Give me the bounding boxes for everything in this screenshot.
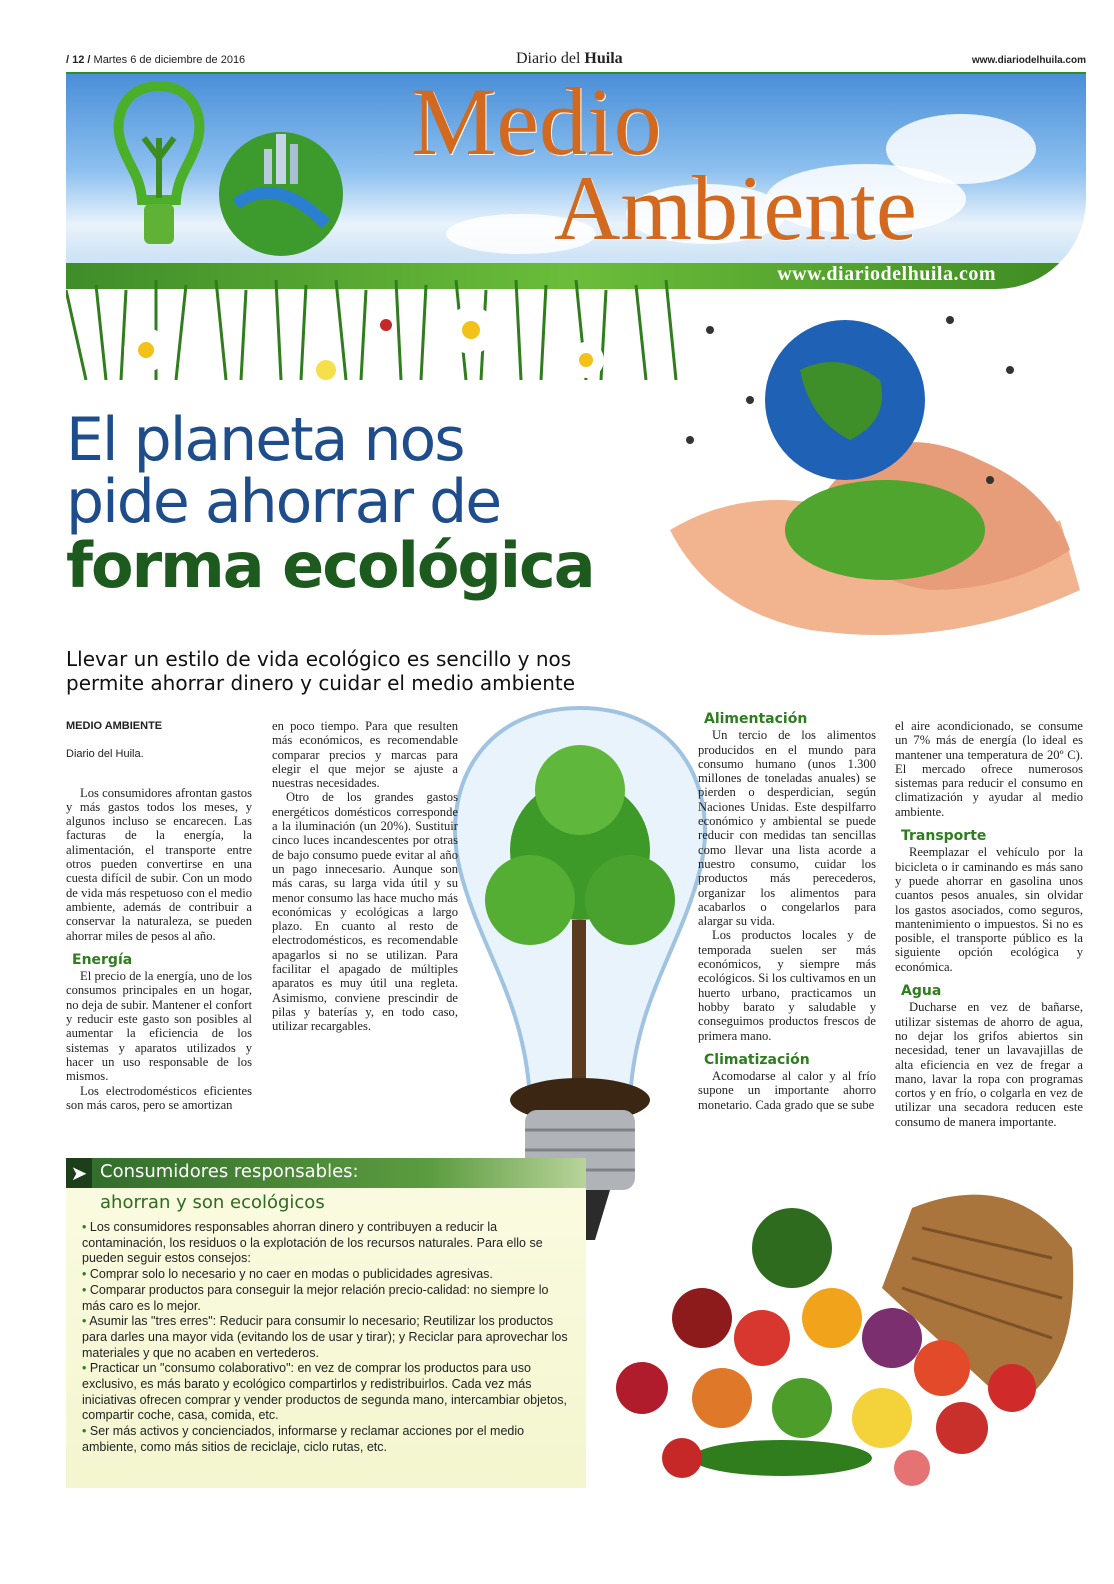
- banner-url[interactable]: www.diariodelhuila.com: [777, 263, 996, 285]
- paragraph: Ducharse en vez de bañarse, utilizar sistemas de ahorro de agua, no dejar los grifos abiertos sin necesidad, tener un lavavajillas de alta eficiencia en vez de fregar a mano, lavar la ropa con programas cortos y en frío, o colgarla en vez de utilizar una secadora reducen este consumo de manera importante.: [895, 1000, 1083, 1129]
- globe-hands-icon: [650, 290, 1090, 650]
- article-column-4: [895, 719, 1083, 1129]
- page-date-line: [66, 54, 245, 66]
- headline-line-2: pide ahorrar de: [66, 466, 501, 537]
- tip-text: Comparar productos para conseguir la mejor relación precio-calidad: no siempre lo más caro es lo mejor.: [82, 1282, 549, 1313]
- vegetable-basket-icon: [582, 1168, 1082, 1508]
- article-byline: Diario del Huila.: [66, 748, 144, 761]
- bullet-icon: •: [82, 1220, 87, 1234]
- sidebar-body: [82, 1220, 570, 1456]
- list-item: [82, 1314, 570, 1361]
- issue-date: Martes 6 de diciembre de 2016: [93, 54, 246, 66]
- sidebar-intro: Los consumidores responsables ahorran dinero y contribuyen a reducir la contaminación, los residuos o la explotación de los recursos naturales. Para ello se pueden seguir estos consejos:: [82, 1220, 543, 1266]
- arrow-icon: ➤: [66, 1158, 92, 1188]
- page-header: [66, 50, 1086, 74]
- paragraph: Un tercio de los alimentos producidos en el mundo para consumo humano (unos 1.300 millones de toneladas anuales) se pierden o desperdician, según Naciones Unidas. Este despilfarro económico y ambiental se puede reducir con medidas tan sencillas como llevar una lista acorde a nuestro consumo, cuidar los productos más perecederos, organizar los alimentos para acabarlos o congelarlos para alargar su vida.: [698, 728, 876, 929]
- section-heading-climatizacion: Climatización: [704, 1051, 810, 1068]
- banner-word-2: Ambiente: [554, 157, 917, 259]
- lightbulb-grass-icon: [104, 78, 214, 258]
- article-column-1: [66, 719, 252, 1112]
- page-number: / 12 /: [66, 54, 91, 66]
- list-item: [82, 1283, 570, 1314]
- paragraph: El precio de la energía, uno de los consumos principales en un hogar, no deja de subir. Mantener el confort y reducir este gasto son posibles al aumentar la eficiencia de los sistemas y aparatos utilizados y hacer un uso responsable de los mismos.: [66, 969, 252, 1084]
- tips-sidebar: [66, 1158, 586, 1488]
- headline-line-1: El planeta nos: [66, 405, 464, 475]
- article-column-2: [272, 719, 458, 1034]
- paragraph: Acomodarse al calor y al frío supone un importante ahorro monetario. Cada grado que se sube: [698, 1069, 876, 1112]
- paragraph: Reemplazar el vehículo por la bicicleta o ir caminando es más sano y puede ahorrar en gasolina unos cuantos pesos anuales, sin olvidar los gastos asociados, como seguros, mantenimiento o impuestos. Si no es posible, el transporte público es la siguiente opción ecológica y económica.: [895, 845, 1083, 974]
- section-banner: [66, 74, 1086, 289]
- masthead: [516, 50, 623, 68]
- headline-line-3: forma ecológica: [66, 528, 594, 602]
- paragraph: Los electrodomésticos eficientes son más caros, pero se amortizan: [66, 1083, 252, 1112]
- list-item: [82, 1267, 570, 1283]
- masthead-b: Huila: [584, 50, 623, 67]
- sidebar-title-2: ahorran y son ecológicos: [100, 1192, 325, 1213]
- section-heading-energia: Energía: [72, 951, 133, 968]
- paragraph: en poco tiempo. Para que resulten más económicos, es recomendable comparar precios y marcas para elegir el que mejor se ajuste a nuestras necesidades.: [272, 719, 458, 791]
- section-heading-alimentacion: Alimentación: [704, 711, 808, 727]
- site-link[interactable]: www.diariodelhuila.com: [971, 55, 1086, 66]
- tip-text: Practicar un "consumo colaborativo": en vez de comprar los productos para uso exclusivo, es más barato y ecológico compartirlos y redistribuirlos. Cada vez más iniciativas ofrecen comprar y vender productos de segunda mano, intercambiar objetos, compartir coche, casa, comida, etc.: [82, 1361, 567, 1423]
- tip-text: Ser más activos y concienciados, informarse y reclamar acciones por el medio ambiente, como más sitios de reciclaje, ciclo rutas, etc.: [82, 1424, 525, 1454]
- bullet-icon: •: [82, 1314, 87, 1329]
- grass-flowers-image: [66, 280, 706, 390]
- sidebar-title-1: Consumidores responsables:: [100, 1161, 359, 1182]
- paragraph: Otro de los grandes gastos energéticos domésticos corresponde a la iluminación (un 20%). Sustituir cinco luces incandescentes por otras de bajo consumo puede evitar al año un pago innecesario. Aunque son más caras, su larga vida útil y su menor consumo las hace mucho más económicas y ecológicas a largo plazo. En cuanto al resto de electrodomésticos, es recomendable apagarlos si no se utilizan. Para facilitar el apagado de múltiples aparatos es muy útil una regleta. Asimismo, conviene prescindir de pilas y baterías y, en todo caso, utilizar recargables.: [272, 790, 458, 1034]
- tip-text: Comprar solo lo necesario y no caer en modas o publicidades agresivas.: [89, 1267, 493, 1282]
- paragraph: Los productos locales y de temporada suelen ser más económicos, y siempre más ecológicos. Si los cultivamos en un huerto urbano, practicamos un hobby barato y saludable y conseguimos productos frescos de primera mano.: [698, 928, 876, 1043]
- earth-city-icon: [206, 114, 356, 264]
- list-item: [82, 1361, 570, 1424]
- bullet-icon: •: [82, 1361, 87, 1376]
- bullet-icon: •: [82, 1282, 87, 1297]
- bullet-icon: •: [82, 1267, 87, 1282]
- paragraph: Los consumidores afrontan gastos y más gastos todos los meses, y algunos incluso se encarecen. Las facturas de la energía, la alimentación, el transporte entre otros pueden convertirse en una cuesta difícil de subir. Con un modo de vida más respetuoso con el medio ambiente, además de contribuir a conservar la naturaleza, se pueden ahorrar miles de pesos al año.: [66, 785, 252, 943]
- section-heading-agua: Agua: [901, 983, 942, 1000]
- list-item: [82, 1220, 570, 1267]
- list-item: [82, 1424, 570, 1455]
- article-column-3: [698, 712, 876, 1112]
- paragraph: el aire acondicionado, se consume un 7% más de energía (lo ideal es mantener una temperatura de 20º C). El mercado ofrece numerosos sistemas para reducir el consumo en climatización y ayudar al medio ambiente.: [895, 719, 1083, 819]
- headline: [66, 405, 666, 602]
- masthead-a: Diario del: [516, 50, 585, 67]
- bullet-icon: •: [82, 1424, 87, 1439]
- subheadline: Llevar un estilo de vida ecológico es sencillo y nos permite ahorrar dinero y cuidar el medio ambiente: [66, 647, 576, 695]
- tip-text: Asumir las "tres erres": Reducir para consumir lo necesario; Reutilizar los productos para darles una mayor vida (evitando los de usar y tirar); y Reciclar para aprovechar los materiales y que no acaben en vertederos.: [82, 1314, 568, 1360]
- banner-word-1: Medio: [411, 74, 662, 175]
- section-heading-transporte: Transporte: [901, 828, 987, 845]
- article-kicker: MEDIO AMBIENTE: [66, 720, 163, 732]
